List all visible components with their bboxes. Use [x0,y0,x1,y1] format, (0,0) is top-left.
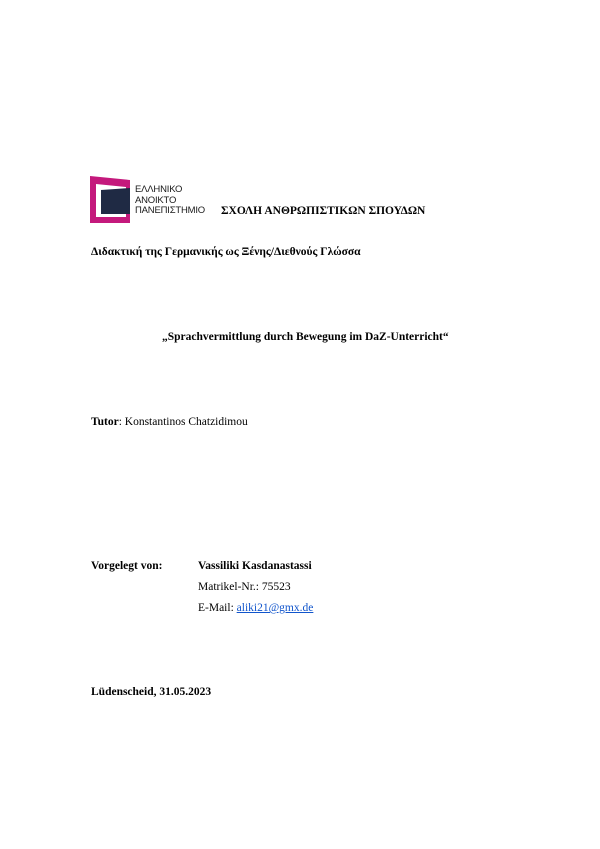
university-logo [90,176,215,223]
tutor-name: : Konstantinos Chatzidimou [118,416,248,428]
email-line [198,602,313,614]
place-and-date: Lüdenscheid, 31.05.2023 [91,686,212,698]
tutor-line [91,416,248,428]
email-label: E-Mail: [198,602,237,614]
tutor-label: Tutor [91,416,119,428]
university-logo-mark-icon [90,176,130,223]
author-name: Vassiliki Kasdanastassi [198,560,312,572]
course-name: Διδακτική της Γερμανικής ως Ξένης/Διεθνούς Γλώσσα [91,246,361,258]
logo-line-1: ΕΛΛΗΝΙΚΟ [135,184,183,195]
matriculation-number: Matrikel-Nr.: 75523 [198,581,291,593]
email-link[interactable]: aliki21@gmx.de [236,602,314,614]
logo-line-2: ΑΝΟΙΚΤΟ [135,194,177,206]
thesis-title: „Sprachvermittlung durch Bewegung im DaZ-Unterricht“ [162,331,449,343]
submitted-by-label: Vorgelegt von: [91,560,163,572]
school-name: ΣΧΟΛΗ ΑΝΘΡΩΠΙΣΤΙΚΩΝ ΣΠΟΥΔΩΝ [221,205,426,217]
university-logo-text [135,185,205,217]
logo-line-3: ΠΑΝΕΠΙΣΤΗΜΙΟ [135,205,205,216]
